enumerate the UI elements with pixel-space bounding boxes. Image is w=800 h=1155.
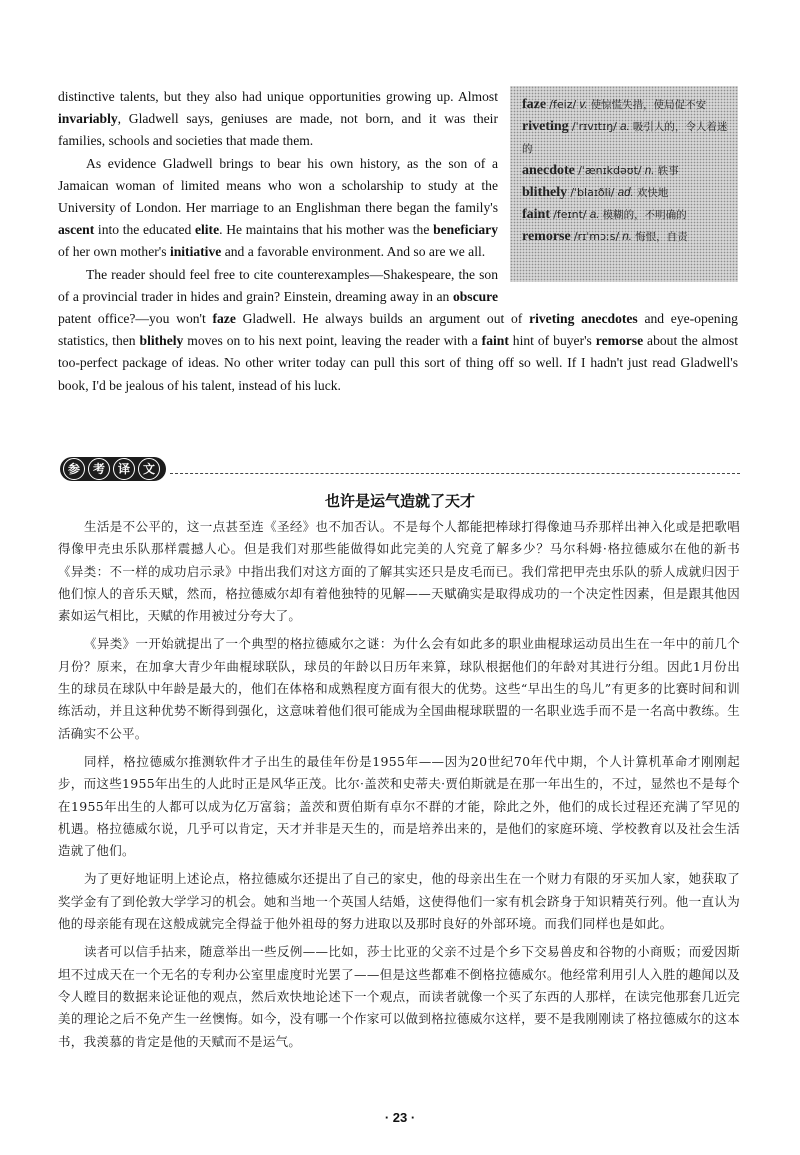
section-divider <box>170 473 740 474</box>
page-number: · 23 · <box>384 1110 416 1125</box>
vocab-word: riveting <box>522 119 569 134</box>
vocab-item-faze <box>522 94 730 116</box>
vocab-word: faze <box>522 97 547 112</box>
chinese-paragraph-1: 生活是不公平的，这一点甚至连《圣经》也不加否认。不是每个人都能把棒球打得像迪马乔那样出神入化或是把歌唱得像甲壳虫乐队那样震撼人心。但是我们对那些能做得如此完美的人究竟了解多少？马尔科姆·格拉德威尔在他的新书《异类：不一样的成功启示录》中指出我们对这方面的了解其实还只是皮毛而已。我们常把甲壳虫乐队的骄人成就归因于他们惊人的音乐天赋，然而，格拉德威尔却有着他独特的见解——天赋确实是取得成功的一个决定性因素，但是跟其他因素如运气相比，天赋的作用被过分夸大了。 <box>58 519 740 624</box>
vocab-pron: /ˈrɪvɪtɪŋ/ <box>571 120 617 133</box>
vocab-item-remorse <box>522 226 730 248</box>
english-text <box>58 86 738 397</box>
vocab-pos: a. <box>589 209 600 221</box>
bold-word: initiative <box>169 244 222 260</box>
text-run: Gladwell. He always builds an argument out of <box>235 311 530 327</box>
text-run: moves on to his next point, leaving the reader with a <box>183 333 482 349</box>
vocab-pron: /ˈblaɪðli/ <box>570 186 615 199</box>
reference-translation-badge <box>60 457 166 481</box>
vocab-word: remorse <box>522 229 571 244</box>
bold-word: faze <box>212 311 236 327</box>
text-run: hint of buyer's <box>508 333 596 349</box>
vocab-def: 模糊的，不明确的 <box>602 209 687 221</box>
chinese-paragraph-3: 同样，格拉德威尔推测软件才子出生的最佳年份是1955年——因为20世纪70年代中期，个人计算机革命才刚刚起步，而这些1955年出生的人此时正是风华正茂。比尔·盖茨和史蒂夫·贾伯斯就是在那一年出生的，不过，显然也不是每个在1955年出生的人都可以成为亿万富翁；盖茨和贾伯斯有卓尔不群的才能，除此之外，他们的成长过程还充满了罕见的机遇。格拉德威尔说，几乎可以肯定，天才并非是天生的，而是培养出来的，是他们的家庭环境、学校教育以及社会生活造就了他们。 <box>58 753 740 859</box>
text-run: into the educated <box>94 222 195 238</box>
badge-char: 文 <box>138 458 160 480</box>
text-run: and eye-opening statistics, then <box>58 311 738 349</box>
chinese-paragraph-5: 读者可以信手拈来，随意举出一些反例——比如，莎士比亚的父亲不过是个乡下交易兽皮和谷物的小商贩；而爱因斯坦不过成天在一个无名的专利办公室里虚度时光罢了——但是这些都难不倒格拉德威尔。他经常利用引人入胜的趣闻以及令人瞠目的数据来论证他的观点，然后欢快地论述下一个观点，而读者就像一个买了东西的人那样，在读完他那套几近完美的理论之后不免产生一丝懊悔。如今，没有哪一个作家可以做到格拉德威尔这样，要不是我刚刚读了格拉德威尔的这本书，我羡慕的肯定是他的天赋而不是运气。 <box>58 944 740 1049</box>
vocab-item-blithely <box>522 182 730 204</box>
badge-char: 参 <box>63 458 85 480</box>
vocab-item-anecdote <box>522 160 730 182</box>
vocab-pron: /rɪˈmɔːs/ <box>573 230 620 243</box>
vocab-def: 欢快地 <box>636 187 669 199</box>
text-run: As evidence Gladwell brings to bear his own history, as the son of a Jamaican woman of limited means who won a scholarship to study at the University of London. Her marriage to an Englishman there began the family's <box>58 155 498 216</box>
text-run: and a favorable environment. And so are we all. <box>221 244 486 260</box>
bold-word: invariably <box>58 111 118 127</box>
vocab-def: 吸引人的，令人着迷的 <box>522 121 728 155</box>
vocab-def: 使惊慌失措，使局促不安 <box>590 99 707 111</box>
bold-word: elite <box>194 222 220 238</box>
vocabulary-box <box>510 86 738 282</box>
badge-char: 考 <box>88 458 110 480</box>
vocab-item-faint <box>522 204 730 226</box>
vocab-pos: n. <box>644 165 655 177</box>
vocab-pron: /ˈænɪkdəʊt/ <box>578 164 642 177</box>
vocab-pron: /feiz/ <box>549 98 577 111</box>
vocab-def: 轶事 <box>657 165 679 177</box>
badge-char: 译 <box>113 458 135 480</box>
bold-word: remorse <box>595 333 644 349</box>
text-run: about the almost too-perfect package of ideas. No other writer today can pull this sort of thing off so well. If I hadn't just read Gladwell's book, I'd be jealous of his talent, instead of his luck. <box>58 333 738 393</box>
bold-word: riveting anecdotes <box>529 311 638 327</box>
bold-word: ascent <box>58 222 95 238</box>
vocab-item-riveting <box>522 116 730 160</box>
text-run: . He maintains that his mother was the <box>219 222 434 238</box>
text-run: of her own mother's <box>58 244 170 260</box>
bold-word: beneficiary <box>433 222 498 238</box>
text-run: distinctive talents, but they also had unique opportunities growing up. Almost <box>58 89 498 104</box>
vocab-word: faint <box>522 207 550 222</box>
chinese-paragraph-2: 《异类》一开始就提出了一个典型的格拉德威尔之谜：为什么会有如此多的职业曲棍球运动员出生在一年中的前几个月份？原来，在加拿大青少年曲棍球联队，球员的年龄以日历年来算，球队根据他们的年龄对其进行分组。因此1月份出生的球员在球队中年龄是最大的，他们在体格和成熟程度方面有很大的优势。这些“早出生的鸟儿”有更多的比赛时间和训练活动，并且这种优势不断得到强化，这意味着他们很可能成为全国曲棍球联盟的一名职业选手而不是一名高中教练。生活确实不公平。 <box>58 636 740 741</box>
vocab-word: blithely <box>522 185 568 200</box>
bold-word: blithely <box>139 333 184 349</box>
text-run: patent office?—you won't <box>58 311 213 327</box>
text-run: The reader should feel free to cite counterexamples—Shakespeare, the son of a provincial trader in hides and grain? Einstein, dreaming away in an <box>58 266 498 304</box>
vocab-word: anecdote <box>522 163 575 178</box>
bold-word: faint <box>481 333 509 349</box>
vocab-pos: ad. <box>617 187 634 199</box>
bold-word: obscure <box>452 288 498 304</box>
section-banner <box>60 455 740 485</box>
chinese-paragraph-4: 为了更好地证明上述论点，格拉德威尔还提出了自己的家史，他的母亲出生在一个财力有限的牙买加人家，她获取了奖学金有了到伦敦大学学习的机会。她和当地一个英国人结婚，这使得他们一家有机会跻身于知识精英行列。他一直认为他的母亲能有现在这般成就完全得益于他外祖母的努力进取以及那时良好的外部环境。而我们同样也是如此。 <box>58 871 740 932</box>
vocab-pron: /feɪnt/ <box>553 208 587 221</box>
vocab-pos: n. <box>622 231 632 243</box>
vocab-def: 悔恨，自责 <box>635 231 688 243</box>
english-paragraph-3 <box>58 264 738 397</box>
chinese-translation <box>58 516 740 1059</box>
text-run: , Gladwell says, geniuses are made, not born, and it was their families, schools and societies that made them. <box>58 111 498 149</box>
vocab-pos: a. <box>620 121 630 133</box>
vocab-pos: v. <box>579 99 588 111</box>
translation-title: 也许是运气造就了天才 <box>324 492 475 510</box>
